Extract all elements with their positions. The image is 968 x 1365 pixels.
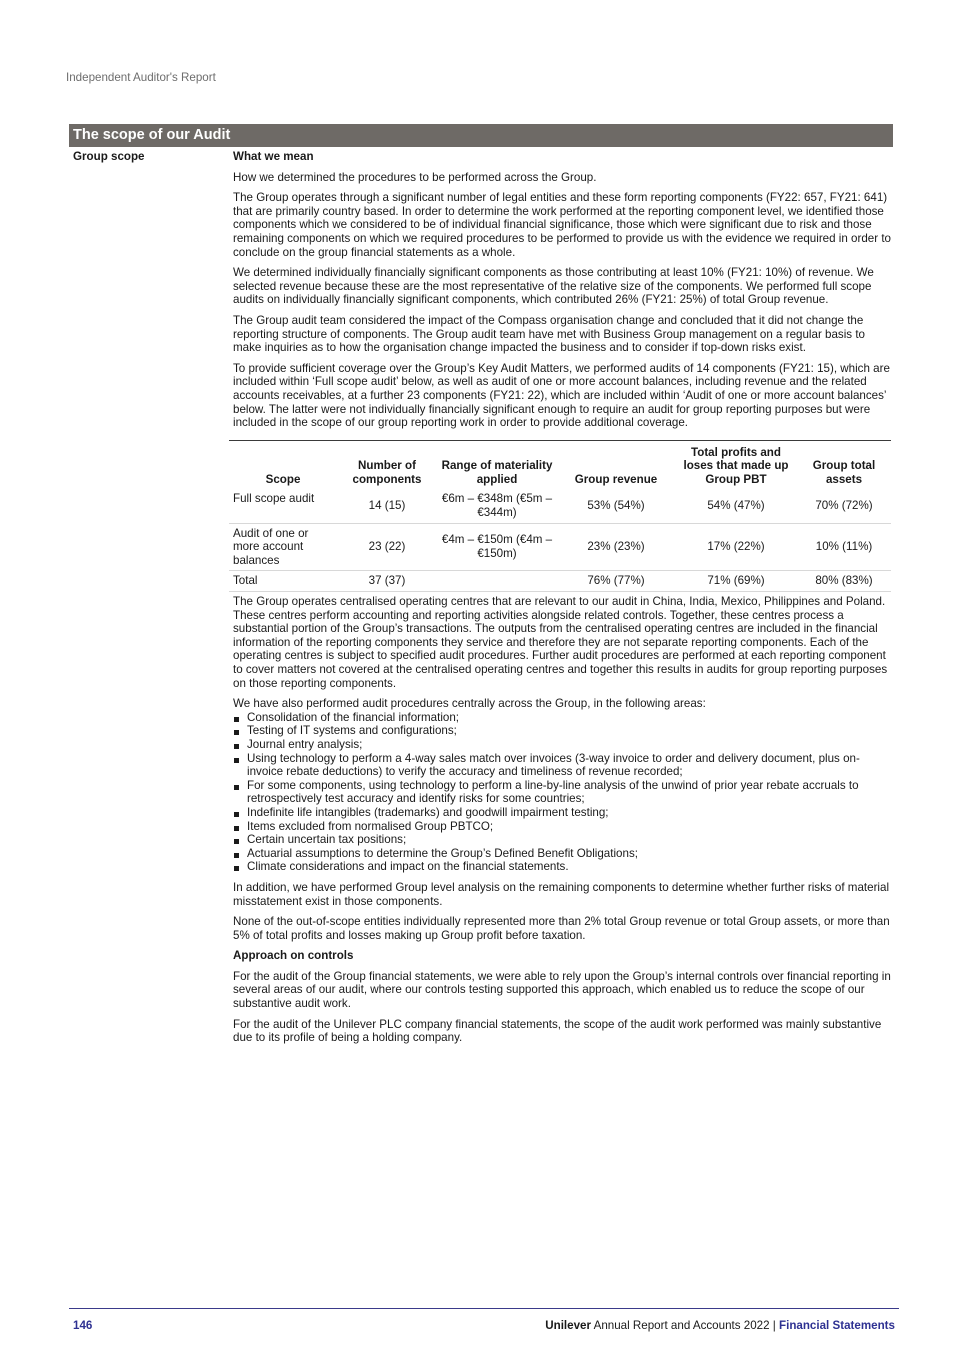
- table-cell: Audit of one or more account balances: [229, 523, 337, 571]
- table-cell: €4m – €150m (€4m – €150m): [437, 523, 557, 571]
- running-header: Independent Auditor's Report: [66, 71, 216, 84]
- table-cell: 70% (72%): [797, 489, 891, 523]
- paragraph: To provide sufficient coverage over the Group’s Key Audit Matters, we performed audits of 14 components (FY21: 15), which are included within ‘Full scope audit’ below, as well as audit of one or more account balances, including revenue and the related accounts receivables, at a further 23 components (FY21: 22), which are included within ‘Audit of one or more account balances’ below. The latter were not individually financially significant enough to require an audit for group reporting purposes but were included in the scope of our group reporting work in order to provide additional coverage.: [233, 361, 890, 430]
- paragraph: For the audit of the Group financial statements, we were able to rely upon the Group’s internal controls over financial reporting in several areas of our audit, where our controls testing supported this approach, which enabled us to reduce the scope of our substantive audit work.: [233, 969, 891, 1011]
- footer-section-link[interactable]: Financial Statements: [779, 1319, 895, 1332]
- scope-table: [229, 440, 891, 592]
- paragraph: How we determined the procedures to be performed across the Group.: [233, 170, 597, 184]
- footer-report: Annual Report and Accounts 2022 |: [591, 1319, 780, 1332]
- table-cell: 14 (15): [337, 489, 437, 523]
- table-cell: Full scope audit: [229, 489, 337, 523]
- list-item: Items excluded from normalised Group PBTCO;: [233, 820, 891, 834]
- table-cell: 80% (83%): [797, 571, 891, 592]
- table-cell: Total: [229, 571, 337, 592]
- paragraph: The Group audit team considered the impact of the Compass organisation change and concluded that it did not change the reporting structure of components. The Group audit team have met with Business Group management on a regular basis to make inquiries as to how the organisation change impacted the business and to consider if top-down risks exist.: [233, 313, 865, 355]
- list-item: Certain uncertain tax positions;: [233, 833, 891, 847]
- table-cell: 54% (47%): [675, 489, 797, 523]
- column-header: Group total assets: [812, 459, 876, 486]
- table-cell: 71% (69%): [675, 571, 797, 592]
- table-header-row: [229, 440, 891, 489]
- footer-company: Unilever: [545, 1319, 591, 1332]
- paragraph: We determined individually financially significant components as those contributing at least 10% (FY21: 10%) of revenue. We selected revenue because these are the most representative of the relative size of the components. We performed full scope audits on individually financially significant components, which contributed 26% (FY21: 25%) of total Group revenue.: [233, 266, 874, 307]
- table-cell: 53% (54%): [557, 489, 675, 523]
- section-title-bar: The scope of our Audit: [69, 124, 893, 147]
- paragraph: In addition, we have performed Group level analysis on the remaining components to determine whether further risks of material misstatement exist in those components.: [233, 880, 890, 908]
- list-item: Testing of IT systems and configurations;: [233, 724, 891, 738]
- list-item: For some components, using technology to perform a line-by-line analysis of the unwind of prior year rebate accruals to retrospectively test accuracy and identify risks for some countries;: [233, 779, 891, 806]
- table-cell: 76% (77%): [557, 571, 675, 592]
- what-we-mean-heading: What we mean: [233, 150, 314, 163]
- column-header: Number of components: [352, 459, 422, 486]
- paragraph: The Group operates through a significant number of legal entities and these form reporting components (FY22: 657, FY21: 641) that are primarily country based. In order to determine the work performed at the reporting component level, we identified those components which we considered to be of individual financial significance, those which were significant due to risk and those remaining components on which we required procedures to be performed to provide us with the evidence we required in order to conclude on the group financial statements as a whole.: [233, 191, 891, 259]
- table-cell: 17% (22%): [675, 523, 797, 571]
- column-header: Scope: [265, 472, 301, 486]
- page-number: 146: [73, 1319, 93, 1332]
- column-header: Range of materiality applied: [441, 459, 553, 486]
- list-item: Journal entry analysis;: [233, 738, 891, 752]
- paragraph: None of the out-of-scope entities individually represented more than 2% total Group revenue or total Group assets, or more than 5% of total profits and losses making up Group profit before taxation.: [233, 915, 890, 942]
- paragraph: We have also performed audit procedures centrally across the Group, in the following areas:: [233, 697, 706, 711]
- approach-on-controls-heading: Approach on controls: [233, 949, 354, 963]
- main-content: [233, 150, 891, 1052]
- table-cell: [437, 571, 557, 592]
- list-item: Actuarial assumptions to determine the Group’s Defined Benefit Obligations;: [233, 847, 891, 861]
- paragraph: The Group operates centralised operating centres that are relevant to our audit in China, India, Mexico, Philippines and Poland. These centres perform accounting and reporting activities alongside related controls. Together, these centres process a substantial portion of the Group’s transactions. The outputs from the centralised operating centres are included in the financial information of the reporting components they service and therefore they are not separate reporting components. Each of the operating centres is subject to specified audit procedures. Further audit procedures are performed at each reporting component to cover matters not covered at the centralised operating centres and together this results in audits for group reporting purposes on those reporting components.: [233, 595, 888, 690]
- list-item: Using technology to perform a 4-way sales match over invoices (3-way invoice to order and delivery document, plus on-invoice rebate deductions) to verify the accuracy and timeliness of revenue recorded;: [233, 752, 891, 779]
- list-item: Consolidation of the financial information;: [233, 711, 891, 725]
- table-row: [229, 571, 891, 592]
- bullet-list: [233, 711, 891, 874]
- table-row: [229, 523, 891, 571]
- footer-rule: [69, 1308, 899, 1309]
- table-cell: 23 (22): [337, 523, 437, 571]
- list-item: Climate considerations and impact on the financial statements.: [233, 860, 891, 874]
- table-row: [229, 489, 891, 523]
- group-scope-label: Group scope: [73, 150, 145, 163]
- table-cell: 37 (37): [337, 571, 437, 592]
- table-cell: 10% (11%): [797, 523, 891, 571]
- list-item: Indefinite life intangibles (trademarks) and goodwill impairment testing;: [233, 806, 891, 820]
- paragraph: For the audit of the Unilever PLC company financial statements, the scope of the audit work performed was mainly substantive due to its profile of being a holding company.: [233, 1017, 882, 1045]
- table-cell: 23% (23%): [557, 523, 675, 571]
- table-cell: €6m – €348m (€5m – €344m): [437, 489, 557, 523]
- footer-title: [545, 1319, 895, 1333]
- column-header: Group revenue: [574, 472, 658, 486]
- column-header: Total profits and loses that made up Group PBT: [683, 445, 789, 486]
